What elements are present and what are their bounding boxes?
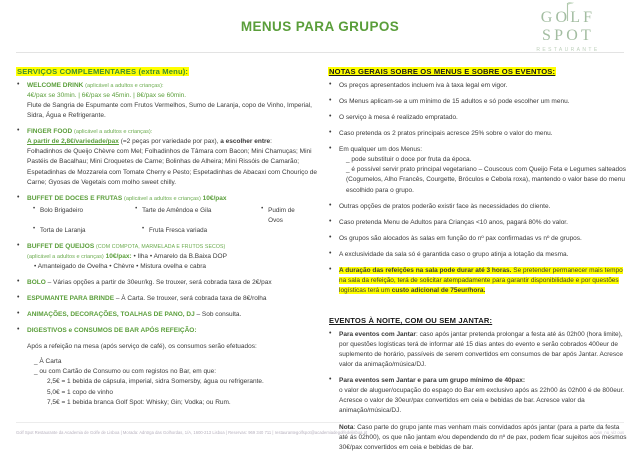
any-menu-subitem: _ pode substituir o doce por fruta da época. xyxy=(346,156,472,164)
option-item: • Torta de Laranja xyxy=(33,226,132,236)
content-columns xyxy=(0,53,640,454)
list-item-welcome-drink xyxy=(16,81,318,121)
left-section-heading: SERVIÇOS COMPLEMENTARES (extra Menu): xyxy=(17,67,189,76)
events-heading: EVENTOS À NOITE, COM OU SEM JANTAR: xyxy=(329,316,493,325)
note-item-duration xyxy=(328,266,630,296)
final-note-label: Nota xyxy=(339,423,354,431)
digestivos-line: _ ou com Cartão de Consumo ou com registos no Bar, em que: xyxy=(34,368,217,376)
digestivos-price: 5,0€ = 1 copo de vinho xyxy=(47,388,113,396)
digestivos-price: 2,5€ = 1 bebida de cápsula, imperial, sidra Somersby, água ou refrigerante. xyxy=(47,378,264,386)
right-column xyxy=(328,61,630,454)
event-body: : caso após jantar pretenda prolongar a festa até ás 02h00 (hora limite), por questões logísticas terá de informar até 15 dias antes do evento e serão cobrados 400eur de suplemento de horário, passíveis de serem convertidos em consumos de bar após Jantar. Acresce valor da animação/música/DJ. xyxy=(339,331,623,369)
final-note-body: : Caso parte do grupo jante mas venham mais convidados após jantar (para a parte da festa até ás 02h00), os que não jantam e/ou dependendo do nº de pax, podem ficar sujeitos aos mesmos 30€/pax convertidos em ceia e bebidas de bar. xyxy=(339,423,627,452)
footer-divider xyxy=(16,422,624,423)
espumante-body: – À Carta. Se trouxer, será cobrada taxa de 8€/rolha xyxy=(115,295,267,303)
buffet-queijos-title: BUFFET DE QUEIJOS xyxy=(27,242,95,250)
cheese-item: • Ilha xyxy=(133,252,149,260)
digestivos-detail xyxy=(16,342,318,408)
logo-subtitle: RESTAURANTE xyxy=(536,47,600,53)
cheese-label: Amanteigado de Ovelha xyxy=(37,263,108,270)
list-item-finger-food: • FINGER FOOD (aplicável a adultos e crianças): A partir de 2,8€/variedade/pax (=2 peças por variedade por pax), a escolher entre: Folhadinhos de Queijo Chèvre com Mel; Folhadinhos de Tâmara com Bacon; Mini Chamuças; Mini Pastéis de Bacalhau; Mini Croquetes de Carne; Bolinhas de Alheira; Mini Rissóis de Camarão; Espetadinhas de Mozzarela com Tomate Cherry e Pesto; Espetadinhas de Abacaxi com Chouriço de Carne; Gyosas de Vegetais com molho sweet chilly. xyxy=(16,127,318,187)
buffet-queijos-note: (COM COMPOTA, MARMELADA E FRUTOS SECOS) xyxy=(96,243,226,250)
finger-food-note: (aplicável a adultos e crianças): xyxy=(73,129,153,136)
welcome-drink-title: WELCOME DRINK xyxy=(27,82,84,89)
footer-right-text: cvan_nu_viz ous xyxy=(593,430,624,435)
finger-food-price-rest: (=2 peças por variedade por pax), xyxy=(120,138,219,146)
note-item-any-menu xyxy=(328,145,630,195)
document-footer xyxy=(0,422,640,452)
note-item: • A exclusividade da sala só é garantida caso o grupo atinja a lotação da mesma. xyxy=(328,250,630,260)
list-item-animacoes xyxy=(16,310,318,320)
options-row xyxy=(33,206,318,226)
cheese-item: • Amarelo da B.Baixa DOP xyxy=(149,252,227,260)
footer-content xyxy=(0,430,640,435)
buffet-queijos-price: 10€/pax: xyxy=(105,252,132,260)
complementary-services-list xyxy=(16,81,318,336)
event-item-with-dinner xyxy=(328,330,630,370)
note-item: • Caso pretenda os 2 pratos principais acresce 25% sobre o valor do menu. xyxy=(328,129,630,139)
finger-food-body: Folhadinhos de Queijo Chèvre com Mel; Folhadinhos de Tâmara com Bacon; Mini Chamuças; Mini Pastéis de Bacalhau; Mini Croquetes de Carne; Bolinhas de Alheira; Mini Rissóis de Camarão; Espetadinhas de Mozzarela com Tomate Cherry e Pesto; Espetadinhas de Abacaxi com Chouriço de Carne; Gyosas de Vegetais com molho sweet chilly. xyxy=(27,148,318,186)
buffet-doces-title: BUFFET DE DOCES E FRUTAS xyxy=(27,194,123,202)
event-body: o valor de aluguer/ocupação do espaço do Bar em exclusivo após as 22h00 ás 02h00 é de 800eur. Acresce o valor de 30eur/pax convertidos em ceia e bebidas de bar. Acresce valor da animação/música/DJ. xyxy=(339,387,625,415)
list-item-bolo xyxy=(16,278,318,288)
digestivos-price: 7,5€ = 1 bebida branca Golf Spot: Whisky; Gin; Vodka; ou Rum. xyxy=(47,399,231,407)
page-title: MENUS PARA GRUPOS xyxy=(240,18,400,34)
welcome-drink-note: (aplicável a adultos e crianças): xyxy=(85,83,164,89)
logo-wordmark: GOLF SPOT xyxy=(540,9,596,44)
duration-head: A duração das refeições na sala pode durar até 3 horas. xyxy=(339,266,512,274)
buffet-doces-price: 10€/pax xyxy=(202,194,227,202)
note-item: • Os Menus aplicam-se a um mínimo de 15 adultos e só pode escolher um menu. xyxy=(328,97,630,107)
event-item-without-dinner xyxy=(328,376,630,416)
cheese-label: Chèvre xyxy=(113,263,135,270)
cheese-row-2: • Amanteigado de Ovelha • Chèvre • Mistura ovelha e cabra xyxy=(34,263,206,270)
finger-food-price: A partir de 2,8€/variedade/pax xyxy=(27,138,119,146)
animacoes-title: ANIMAÇÕES, DECORAÇÕES, TOALHAS DE PANO, DJ xyxy=(27,311,195,319)
bolo-body: – Várias opções a partir de 30eur/kg. Se trouxer, será cobrada taxa de 2€/pax xyxy=(47,279,272,287)
duration-rest: Se pretender permanecer mais tempo na sala da refeição, terá de solicitar atempadamente para garantir disponibilidade e por questões logísticas terá um xyxy=(339,266,623,294)
digestivos-line: _ À Carta xyxy=(34,357,62,365)
cheese-label: Amarelo da B.Baixa DOP xyxy=(153,252,227,260)
spacer xyxy=(328,302,630,310)
note-item: • Outras opções de pratos poderão existir face às necessidades do cliente. xyxy=(328,202,630,212)
duration-tail: custo adicional de 75eur/hora. xyxy=(391,286,486,294)
welcome-drink-body: Flute de Sangria de Espumante com Frutos Vermelhos, Sumo de Laranja, copo de Vinho, Imperial, Sidra, Água e Refrigerante. xyxy=(27,102,312,120)
list-item-espumante xyxy=(16,294,318,304)
finger-food-title: FINGER FOOD xyxy=(27,128,73,136)
list-item-buffet-queijos xyxy=(16,242,318,272)
golf-flag-icon xyxy=(561,0,575,22)
any-menu-subitem: _ é possível servir prato principal vegetariano – Couscous com Queijo Feta e Legumes salteados (Cogumelos, Alho Francês, Courgette, Bróculos e Cebola roxa), mantendo o valor base do menu escolhido para o grupo. xyxy=(346,166,627,194)
finger-food-choose: a escolher entre xyxy=(220,138,271,146)
espumante-title: ESPUMANTE PARA BRINDE xyxy=(27,295,115,303)
cheese-label: Ilha xyxy=(137,252,149,260)
bolo-title: BOLO xyxy=(27,279,46,287)
option-item: • Fruta Fresca variada xyxy=(142,226,267,236)
general-notes-list xyxy=(328,81,630,296)
event-label: Para eventos com Jantar xyxy=(339,331,416,338)
digestivos-title: DIGESTIVOS e CONSUMOS DE BAR APÓS REFEIÇÃO: xyxy=(27,327,197,335)
note-item: • Os grupos são alocados às salas em função do nº pax confirmadas vs nº de grupos. xyxy=(328,234,630,244)
events-list xyxy=(328,330,630,417)
event-label: Para eventos sem Jantar e para um grupo mínimo de 40pax: xyxy=(339,377,526,385)
note-item: • Caso pretenda Menu de Adultos para Crianças <10 anos, pagará 80% do valor. xyxy=(328,218,630,228)
option-item: • Tarte de Amêndoa e Gila xyxy=(135,206,251,226)
welcome-drink-price: 4€/pax se 30min. | 6€/pax se 45min. | 8€/pax se 60min. xyxy=(27,92,187,100)
left-column xyxy=(16,61,318,454)
note-item: • Os preços apresentados incluem iva à taxa legal em vigor. xyxy=(328,81,630,91)
brand-logo xyxy=(512,9,624,53)
duration-highlight xyxy=(339,267,623,294)
footer-contact-info: Golf Spot Restaurante da Academia de Golfe de Lisboa | Morada: Adntrga das Golhordas, 1/A, 1600-213 Lisboa | Reservas: 969 340 711 | restaurantegolfspot@academiadegolfedelisboa.pt xyxy=(16,430,368,435)
list-item-buffet-doces xyxy=(16,194,318,236)
any-menu-label: Em qualquer um dos Menus: xyxy=(339,146,423,154)
animacoes-body: – Sob consulta. xyxy=(196,311,242,319)
right-section-heading: NOTAS GERAIS SOBRE OS MENUS E SOBRE OS EVENTOS: xyxy=(329,67,556,76)
note-item: • O serviço à mesa é realizado empratado. xyxy=(328,113,630,123)
digestivos-intro: Após a refeição na mesa (após serviço de café), os consumos serão efetuados: xyxy=(27,343,257,351)
document-header xyxy=(0,0,640,52)
option-item: • Pudim de Ovos xyxy=(261,206,308,226)
option-item: • Bolo Brigadeiro xyxy=(33,206,125,226)
options-row xyxy=(33,226,318,236)
buffet-queijos-applies: (aplicável a adultos e crianças) xyxy=(27,253,104,260)
list-item-digestivos xyxy=(16,326,318,336)
cheese-label: Mistura ovelha e cabra xyxy=(140,263,206,270)
buffet-doces-note: (aplicável a adultos e crianças) xyxy=(124,195,201,202)
buffet-doces-options xyxy=(27,206,318,236)
